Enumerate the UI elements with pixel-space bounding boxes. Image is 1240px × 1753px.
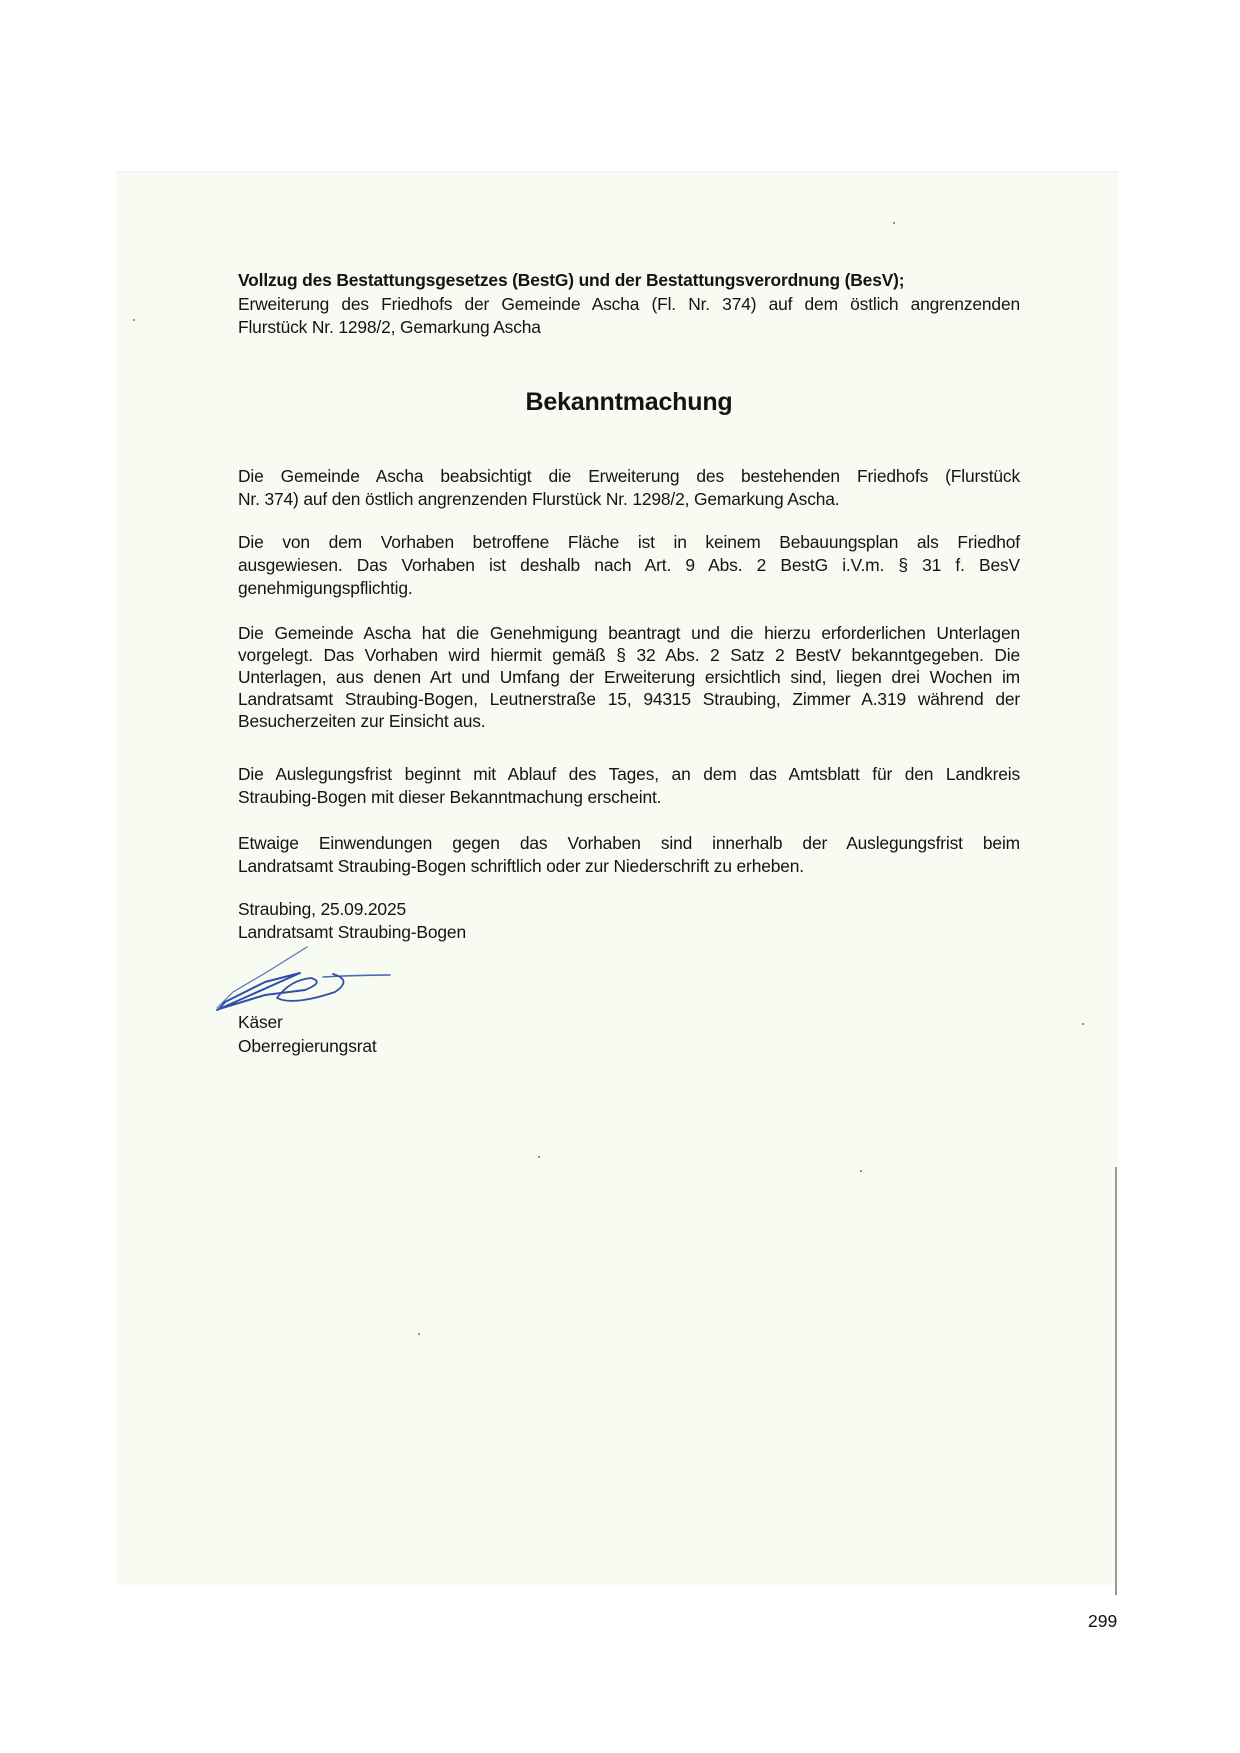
paragraph-line: Die Gemeinde Ascha hat die Genehmigung beantragt und die hierzu erforderlichen Unterlagen [238, 623, 1020, 643]
scan-speck [860, 1170, 862, 1172]
paragraph-line: Besucherzeiten zur Einsicht aus. [238, 711, 486, 731]
paragraph-line: Nr. 374) auf den östlich angrenzenden Flurstück Nr. 1298/2, Gemarkung Ascha. [238, 489, 840, 509]
paragraph-line: Unterlagen, aus denen Art und Umfang der Erweiterung ersichtlich sind, liegen drei Wochen im [238, 667, 1020, 687]
paragraph-line: genehmigungspflichtig. [238, 578, 413, 598]
scan-edge-line [1115, 1167, 1117, 1595]
paragraph-line: Die Gemeinde Ascha beabsichtigt die Erweiterung des bestehenden Friedhofs (Flurstück [238, 466, 1020, 486]
paragraph-line: Die Auslegungsfrist beginnt mit Ablauf des Tages, an dem das Amtsblatt für den Landkreis [238, 764, 1020, 784]
subject-line-2: Erweiterung des Friedhofs der Gemeinde Ascha (Fl. Nr. 374) auf dem östlich angrenzenden [238, 294, 1020, 314]
scan-speck [538, 1156, 540, 1158]
page-number: 299 [1088, 1611, 1118, 1631]
paragraph-line: Landratsamt Straubing-Bogen schriftlich oder zur Niederschrift zu erheben. [238, 856, 804, 876]
scanned-page [116, 171, 1118, 1585]
handwritten-signature-icon [205, 940, 405, 1020]
paragraph-line: Etwaige Einwendungen gegen das Vorhaben sind innerhalb der Auslegungsfrist beim [238, 833, 1020, 853]
place-date: Straubing, 25.09.2025 [238, 899, 406, 919]
paragraph-line: vorgelegt. Das Vorhaben wird hiermit gemäß § 32 Abs. 2 Satz 2 BestV bekanntgegeben. Die [238, 645, 1020, 665]
subject-line-1: Vollzug des Bestattungsgesetzes (BestG) und der Bestattungsverordnung (BesV); [238, 270, 905, 290]
signer-name: Käser [238, 1012, 283, 1032]
document-title: Bekanntmachung [525, 388, 733, 416]
signer-title: Oberregierungsrat [238, 1036, 377, 1056]
scan-speck [893, 222, 895, 224]
paragraph-line: ausgewiesen. Das Vorhaben ist deshalb nach Art. 9 Abs. 2 BestG i.V.m. § 31 f. BesV [238, 555, 1020, 575]
scan-speck [1082, 1023, 1084, 1025]
scan-speck [133, 319, 135, 321]
subject-line-3: Flurstück Nr. 1298/2, Gemarkung Ascha [238, 317, 541, 337]
paragraph-line: Die von dem Vorhaben betroffene Fläche ist in keinem Bebauungsplan als Friedhof [238, 532, 1020, 552]
paragraph-line: Straubing-Bogen mit dieser Bekanntmachung erscheint. [238, 787, 662, 807]
issuing-authority: Landratsamt Straubing-Bogen [238, 922, 466, 942]
scan-speck [418, 1333, 420, 1335]
paragraph-line: Landratsamt Straubing-Bogen, Leutnerstraße 15, 94315 Straubing, Zimmer A.319 während der [238, 689, 1020, 709]
